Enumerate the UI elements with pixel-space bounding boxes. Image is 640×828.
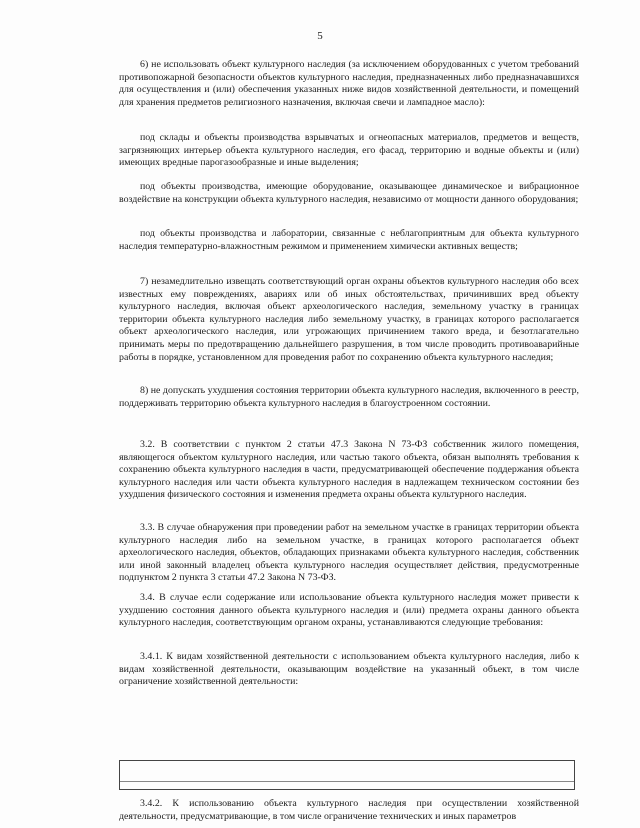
paragraph-3-3: 3.3. В случае обнаружения при проведении работ на земельном участке в границах территории объекта культурного наследия либо на земельном участке, в границах которого располагается объект археологического наследия, объектов, обладающих признаками объекта культурного наследия, собственник или иной законный владелец объекта культурного наследия осуществляет действия, предусмотренные подпунктом 2 пункта 3 статьи 47.2 Закона N 73-ФЗ. <box>119 522 579 584</box>
paragraph-item-8: 8) не допускать ухудшения состояния территории объекта культурного наследия, включенного в реестр, поддерживать территорию объекта культурного наследия в благоустроенном состоянии. <box>119 385 579 409</box>
paragraph-item-6: 6) не использовать объект культурного наследия (за исключением оборудованных с учетом требований противопожарной безопасности объектов культурного наследия, предназначенных либо предназначавшихся для осуществления и (или) обеспечения указанных ниже видов хозяйственной деятельности, и помещений для хранения предметов религиозного назначения, включая свечи и лампадное масло): <box>119 59 579 108</box>
paragraph-laboratories: под объекты производства и лаборатории, связанные с неблагоприятным для объекта культурного наследия температурно-влажностным режимом и применением химически активных веществ; <box>119 228 579 252</box>
paragraph-3-2: 3.2. В соответствии с пунктом 2 статьи 47.3 Закона N 73-ФЗ собственник жилого помещения, являющегося объектом культурного наследия, или частью такого объекта, обязан выполнять требования к сохранению объекта культурного наследия в части, предусматривающей обеспечение поддержания объекта культурного наследия или части объекта культурного наследия в надлежащем техническом состоянии без ухудшения физического состояния и изменения предмета охраны объекта культурного наследия. <box>119 439 579 501</box>
empty-table-box <box>119 760 575 790</box>
paragraph-3-4: 3.4. В случае если содержание или использование объекта культурного наследия может привести к ухудшению состояния данного объекта культурного наследия и (или) предмета охраны данного объекта культурного наследия, соответствующим органом охраны, устанавливаются следующие требования: <box>119 592 579 629</box>
page-number: 5 <box>317 30 323 42</box>
paragraph-warehouses: под склады и объекты производства взрывчатых и огнеопасных материалов, предметов и веществ, загрязняющих интерьер объекта культурного наследия, его фасад, территорию и водные объекты и (или) имеющих вредные парогазообразные и иные выделения; <box>119 132 579 169</box>
paragraph-3-4-2: 3.4.2. К использованию объекта культурного наследия при осуществлении хозяйственной деятельности, предусматривающие, в том числе ограничение технических и иных параметров <box>119 798 579 822</box>
paragraph-production-objects: под объекты производства, имеющие оборудование, оказывающее динамическое и вибрационное воздействие на конструкции объекта культурного наследия, независимо от мощности данного оборудования; <box>119 181 579 205</box>
paragraph-item-7: 7) незамедлительно извещать соответствующий орган охраны объектов культурного наследия обо всех известных ему повреждениях, авариях или об иных обстоятельствах, причинивших вред объекту культурного наследия, включая объект археологического наследия, земельному участку в границах территории объекта культурного наследия либо земельному участку, в границах которого располагается объект археологического наследия, или угрожающих причинением такого вреда, и безотлагательно принимать меры по предотвращению дальнейшего разрушения, в том числе проводить противоаварийные работы в порядке, установленном для проведения работ по сохранению объекта культурного наследия; <box>119 276 579 363</box>
paragraph-3-4-1: 3.4.1. К видам хозяйственной деятельности с использованием объекта культурного наследия, либо к видам хозяйственной деятельности, оказывающим воздействие на указанный объект, в том числе ограничение хозяйственной деятельности: <box>119 651 579 688</box>
